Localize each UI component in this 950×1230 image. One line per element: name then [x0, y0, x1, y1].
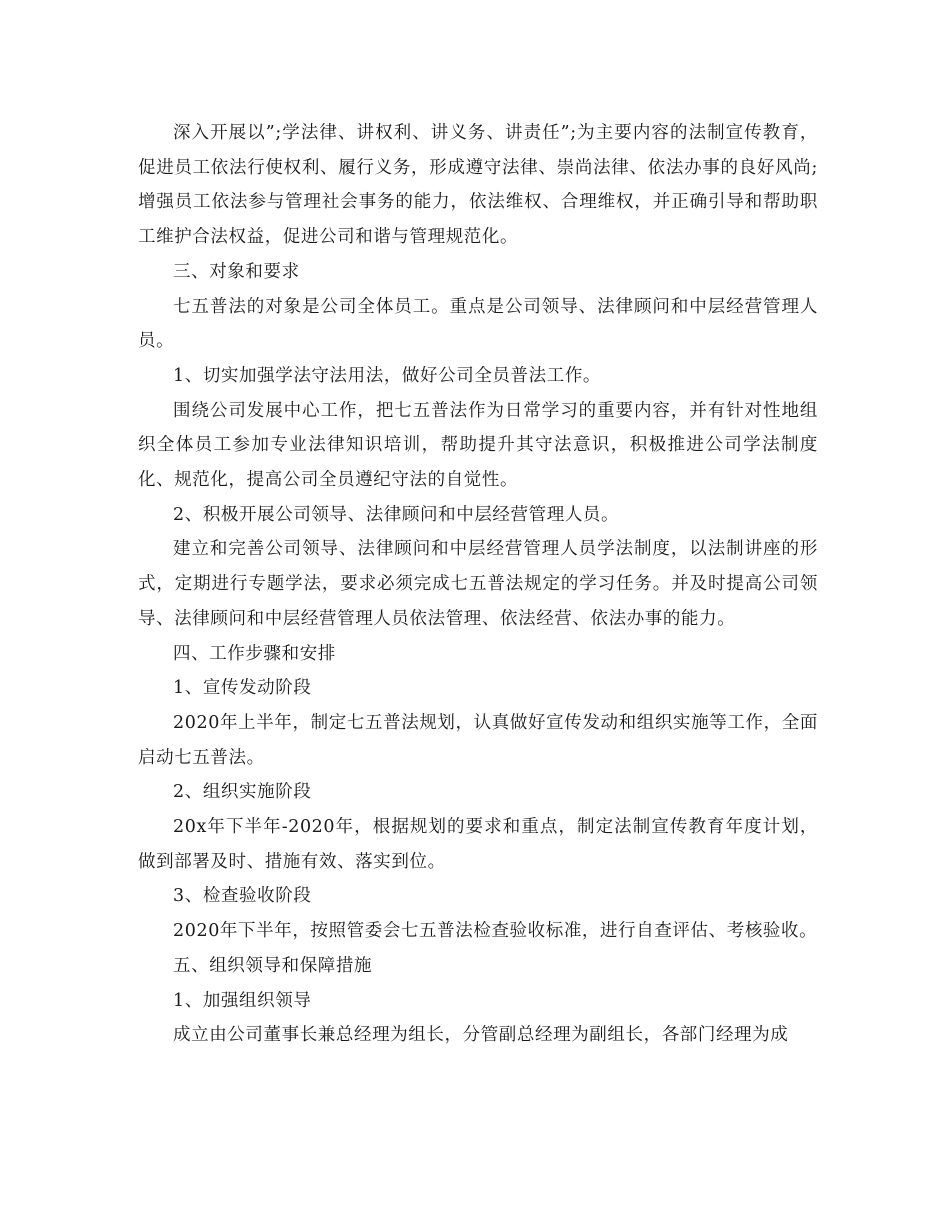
section-heading: 四、工作步骤和安排 — [173, 643, 336, 664]
subsection-heading: 1、宣传发动阶段 — [173, 678, 312, 699]
paragraph: 2020年下半年，按照管委会七五普法检查验收标准，进行自查评估、考核验收。 — [173, 921, 818, 942]
paragraph: 20x年下半年-2020年，根据规划的要求和重点，制定法制宣传教育年度计划，做到部署及时、措施有效、落实到位。 — [138, 817, 818, 872]
paragraph: 2020年上半年，制定七五普法规划，认真做好宣传发动和组织实施等工作，全面启动七五普法。 — [138, 712, 818, 768]
subsection-heading: 2、积极开展公司领导、法律顾问和中层经营管理人员。 — [173, 504, 620, 525]
paragraph: 深入开展以”;学法律、讲权利、讲义务、讲责任”;为主要内容的法制宣传教育，促进员工依法行使权利、履行义务，形成遵守法律、崇尚法律、依法办事的良好风尚;增强员工依法参与管理社会事务的能力，依法维权、合理维权，并正确引导和帮助职工维护合法权益，促进公司和谐与管理规范化。 — [138, 123, 818, 248]
paragraph: 成立由公司董事长兼总经理为组长，分管副总经理为副组长，各部门经理为成 — [173, 1025, 789, 1046]
paragraph: 七五普法的对象是公司全体员工。重点是公司领导、法律顾问和中层经营管理人员。 — [138, 296, 818, 352]
subsection-heading: 3、检查验收阶段 — [173, 886, 312, 907]
subsection-heading: 1、切实加强学法守法用法，做好公司全员普法工作。 — [173, 365, 602, 386]
section-heading: 三、对象和要求 — [173, 261, 300, 282]
paragraph: 建立和完善公司领导、法律顾问和中层经营管理人员学法制度，以法制讲座的形式，定期进行专题学法，要求必须完成七五普法规定的学习任务。并及时提高公司领导、法律顾问和中层经营管理人员依法管理、依法经营、依法办事的能力。 — [138, 539, 818, 629]
subsection-heading: 2、组织实施阶段 — [173, 782, 312, 803]
document-body — [138, 116, 818, 1053]
section-heading: 五、组织领导和保障措施 — [173, 955, 373, 976]
subsection-heading: 1、加强组织领导 — [173, 990, 312, 1011]
paragraph: 围绕公司发展中心工作，把七五普法作为日常学习的重要内容，并有针对性地组织全体员工参加专业法律知识培训，帮助提升其守法意识，积极推进公司学法制度化、规范化，提高公司全员遵纪守法的自觉性。 — [138, 400, 818, 491]
